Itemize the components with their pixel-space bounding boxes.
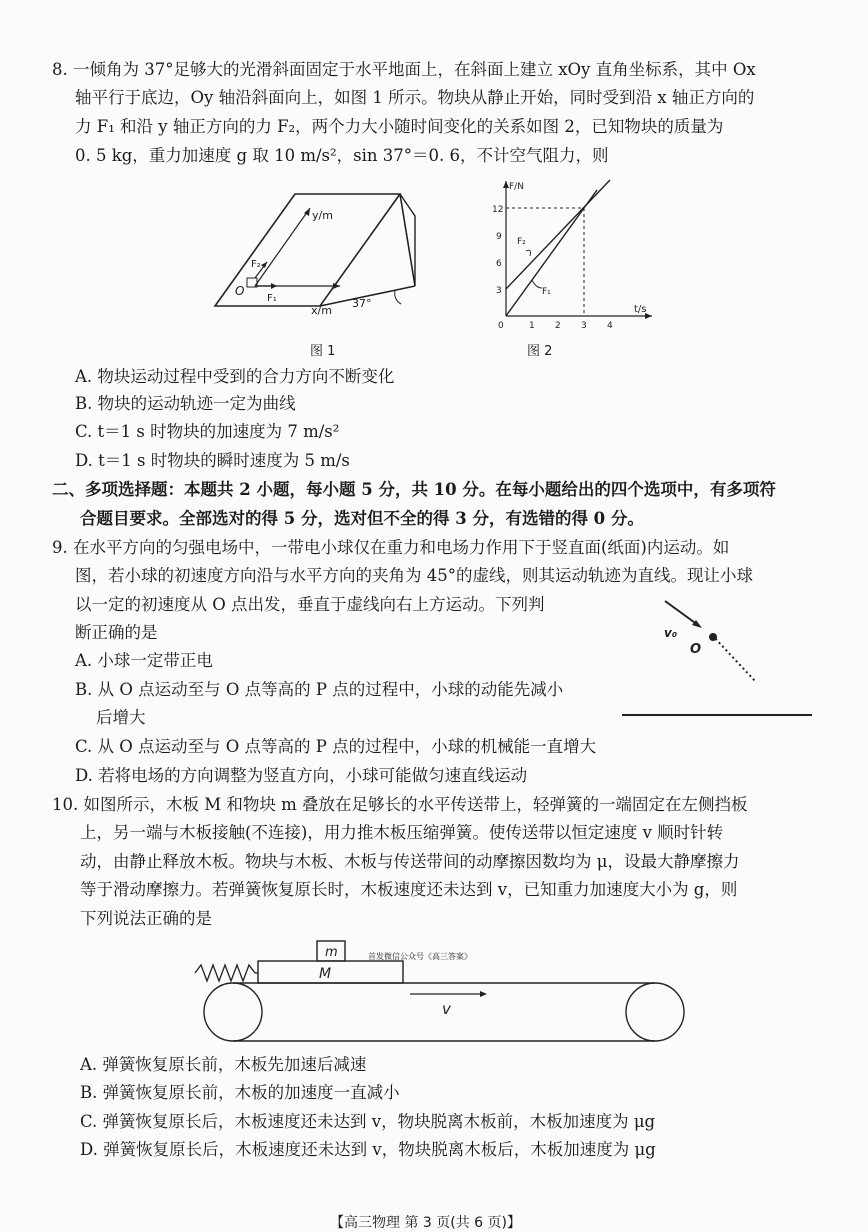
q10-board-m-label: M: [319, 966, 332, 982]
q8-stem-line-3: 力 F₁ 和沿 y 轴正方向的力 F₂，两个力大小随时间变化的关系如图 2，已知物块的质量为: [75, 117, 724, 136]
fig2-f2-label: F₂: [517, 237, 526, 247]
q8-figure-1-incline: [215, 186, 425, 336]
q9-stem-line-1: 9. 在水平方向的匀强电场中，一带电小球仅在重力和电场力作用下于竖直面(纸面)内运动。如: [52, 538, 730, 557]
q9-stem-line-2: 图，若小球的初速度方向沿与水平方向的夹角为 45°的虚线，则其运动轨迹为直线。现让小球: [75, 566, 753, 585]
q10-block-m-label: m: [325, 945, 338, 960]
q9-option-b-line-2: 后增大: [96, 708, 146, 727]
fig2-caption: 图 2: [527, 344, 553, 359]
q10-stem-line-1: 10. 如图所示，木板 M 和物块 m 叠放在足够长的水平传送带上，轻弹簧的一端固定在左侧挡板: [52, 795, 748, 814]
fig1-caption: 图 1: [310, 344, 336, 359]
q8-option-b: B. 物块的运动轨迹一定为曲线: [75, 394, 296, 413]
q10-stem-line-4: 等于滑动摩擦力。若弹簧恢复原长时，木板速度还未达到 v，已知重力加速度大小为 g，则: [80, 880, 738, 899]
q9-stem-line-3: 以一定的初速度从 O 点出发，垂直于虚线向右上方运动。下列判: [75, 595, 545, 614]
q8-option-d: D. t＝1 s 时物块的瞬时速度为 5 m/s: [75, 451, 350, 470]
q10-watermark-text: 首发微信公众号《高三答案》: [368, 952, 472, 961]
fig2-y-axis-label: F/N: [509, 182, 524, 192]
q10-stem-line-2: 上，另一端与木板接触(不连接)，用力推木板压缩弹簧。使传送带以恒定速度 v 顺时针转: [80, 823, 724, 842]
f2-line: [506, 180, 610, 289]
q8-option-c: C. t＝1 s 时物块的加速度为 7 m/s²: [75, 422, 340, 441]
fig2-ytick-12: 12: [492, 205, 504, 215]
section-2-heading-line-2: 合题目要求。全部选对的得 5 分，选对但不全的得 3 分，有选错的得 0 分。: [80, 509, 644, 528]
page-footer: 【高三物理 第 3 页(共 6 页)】: [330, 1215, 521, 1231]
q9-stem-line-4: 断正确的是: [75, 623, 158, 642]
fig2-f1-label: F₁: [542, 287, 551, 297]
fig1-origin-label: O: [235, 284, 245, 298]
q10-option-a: A. 弹簧恢复原长前，木板先加速后减速: [80, 1055, 367, 1074]
q10-figure-conveyor: [195, 937, 695, 1047]
fig1-x-label: x/m: [311, 304, 332, 317]
q8-stem-line-1: 8. 一倾角为 37°足够大的光滑斜面固定于水平地面上，在斜面上建立 xOy 直角坐标系，其中 Ox: [52, 60, 756, 79]
fig2-x-axis-label: t/s: [634, 304, 647, 315]
fig2-ytick-9: 9: [496, 232, 502, 242]
section-2-heading-line-1: 二、多项选择题：本题共 2 小题，每小题 5 分，共 10 分。在每小题给出的四个选项中，有多项符: [52, 480, 776, 499]
q9-figure: [620, 595, 815, 720]
fig2-xtick-0: 0: [498, 321, 504, 331]
q9-v0-label: v₀: [664, 626, 678, 640]
q9-o-label: O: [690, 642, 702, 657]
fig2-xtick-3: 3: [581, 321, 587, 331]
fig2-xtick-4: 4: [607, 321, 613, 331]
q9-option-b-line-1: B. 从 O 点运动至与 O 点等高的 P 点的过程中，小球的动能先减小: [75, 680, 564, 699]
q8-stem-line-2: 轴平行于底边，Oy 轴沿斜面向上，如图 1 所示。物块从静止开始，同时受到沿 x 轴正方向的: [75, 88, 755, 107]
fig1-angle-label: 37°: [352, 297, 372, 310]
q8-option-a: A. 物块运动过程中受到的合力方向不断变化: [75, 367, 395, 386]
q10-stem-line-3: 动，由静止释放木板。物块与木板、木板与传送带间的动摩擦因数均为 μ，设最大静摩擦力: [80, 852, 740, 871]
q10-velocity-label: v: [442, 1000, 451, 1018]
q9-option-d: D. 若将电场的方向调整为竖直方向，小球可能做匀速直线运动: [75, 766, 528, 785]
fig2-ytick-6: 6: [496, 259, 502, 269]
fig1-y-label: y/m: [312, 209, 333, 222]
q8-figure-2-graph: [492, 176, 662, 336]
q9-option-a: A. 小球一定带正电: [75, 651, 213, 670]
fig2-ytick-3: 3: [496, 286, 502, 296]
fig2-xtick-1: 1: [529, 321, 535, 331]
q8-stem-line-4: 0. 5 kg，重力加速度 g 取 10 m/s²，sin 37°＝0. 6，不计空气阻力，则: [75, 146, 609, 165]
q10-option-b: B. 弹簧恢复原长前，木板的加速度一直减小: [80, 1083, 400, 1102]
fig2-xtick-2: 2: [555, 321, 561, 331]
q9-option-c: C. 从 O 点运动至与 O 点等高的 P 点的过程中，小球的机械能一直增大: [75, 737, 597, 756]
fig1-f2-label: F₂: [251, 259, 261, 270]
fig1-f1-label: F₁: [267, 293, 277, 304]
q10-option-d: D. 弹簧恢复原长后，木板速度还未达到 v，物块脱离木板后，木板加速度为 μg: [80, 1140, 656, 1159]
q10-option-c: C. 弹簧恢复原长后，木板速度还未达到 v，物块脱离木板前，木板加速度为 μg: [80, 1112, 656, 1131]
q10-stem-line-5: 下列说法正确的是: [80, 909, 212, 928]
